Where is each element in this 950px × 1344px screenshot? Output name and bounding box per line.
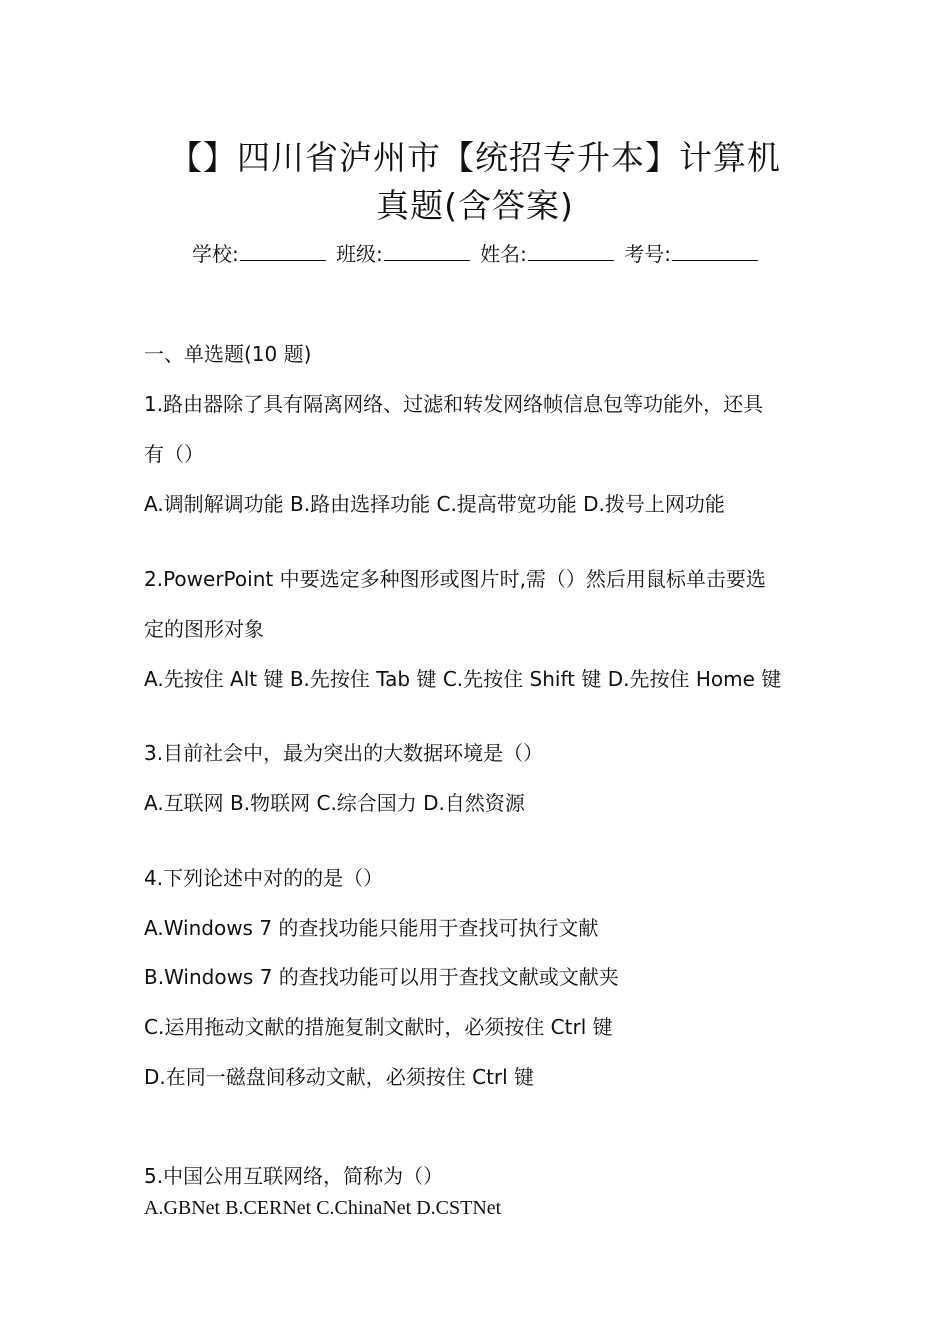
question-3-options: A.互联网 B.物联网 C.综合国力 D.自然资源 xyxy=(144,791,525,815)
question-2-stem-line-1: 2.PowerPoint 中要选定多种图形或图片时,需（）然后用鼠标单击要选 xyxy=(144,567,766,591)
question-5-options: A.GBNet B.CERNet C.ChinaNet D.CSTNet xyxy=(144,1197,502,1219)
question-4-stem-line-1: 4.下列论述中对的的是（） xyxy=(144,866,384,890)
page-title-line-1: 【】四川省泸州市【统招专升本】计算机 xyxy=(169,138,781,177)
page-title-line-2: 真题(含答案) xyxy=(376,186,574,225)
question-1-stem-line-1: 1.路由器除了具有隔离网络、过滤和转发网络帧信息包等功能外，还具 xyxy=(144,392,764,416)
exam-number-blank xyxy=(672,259,758,261)
school-blank xyxy=(240,259,326,261)
question-3-stem-line-1: 3.目前社会中，最为突出的大数据环境是（） xyxy=(144,741,544,765)
exam-number-field xyxy=(624,242,758,266)
name-label: 姓名: xyxy=(480,242,527,266)
school-label: 学校: xyxy=(191,242,239,266)
question-1-stem-line-2: 有（） xyxy=(144,442,204,466)
class-blank xyxy=(384,259,470,261)
question-1-options: A.调制解调功能 B.路由选择功能 C.提高带宽功能 D.拨号上网功能 xyxy=(144,492,725,516)
class-label: 班级: xyxy=(336,242,383,266)
section-heading: 一、单选题(10 题) xyxy=(144,342,312,366)
question-5-stem-line-1: 5.中国公用互联网络，简称为（） xyxy=(144,1164,444,1188)
name-blank xyxy=(528,259,614,261)
question-2-options: A.先按住 Alt 键 B.先按住 Tab 键 C.先按住 Shift 键 D.先按住 Home 键 xyxy=(144,667,782,691)
question-4-option-c: C.运用拖动文献的措施复制文献时，必须按住 Ctrl 键 xyxy=(144,1015,613,1039)
class-field xyxy=(336,242,470,266)
school-field xyxy=(192,242,326,266)
student-info-row xyxy=(140,238,810,267)
exam-number-label: 考号: xyxy=(624,242,672,266)
question-2-stem-line-2: 定的图形对象 xyxy=(144,617,264,641)
question-4-option-a: A.Windows 7 的查找功能只能用于查找可执行文献 xyxy=(144,916,599,940)
question-4-option-d: D.在同一磁盘间移动文献，必须按住 Ctrl 键 xyxy=(144,1065,535,1089)
question-4-option-b: B.Windows 7 的查找功能可以用于查找文献或文献夹 xyxy=(144,965,619,989)
name-field xyxy=(480,242,614,266)
